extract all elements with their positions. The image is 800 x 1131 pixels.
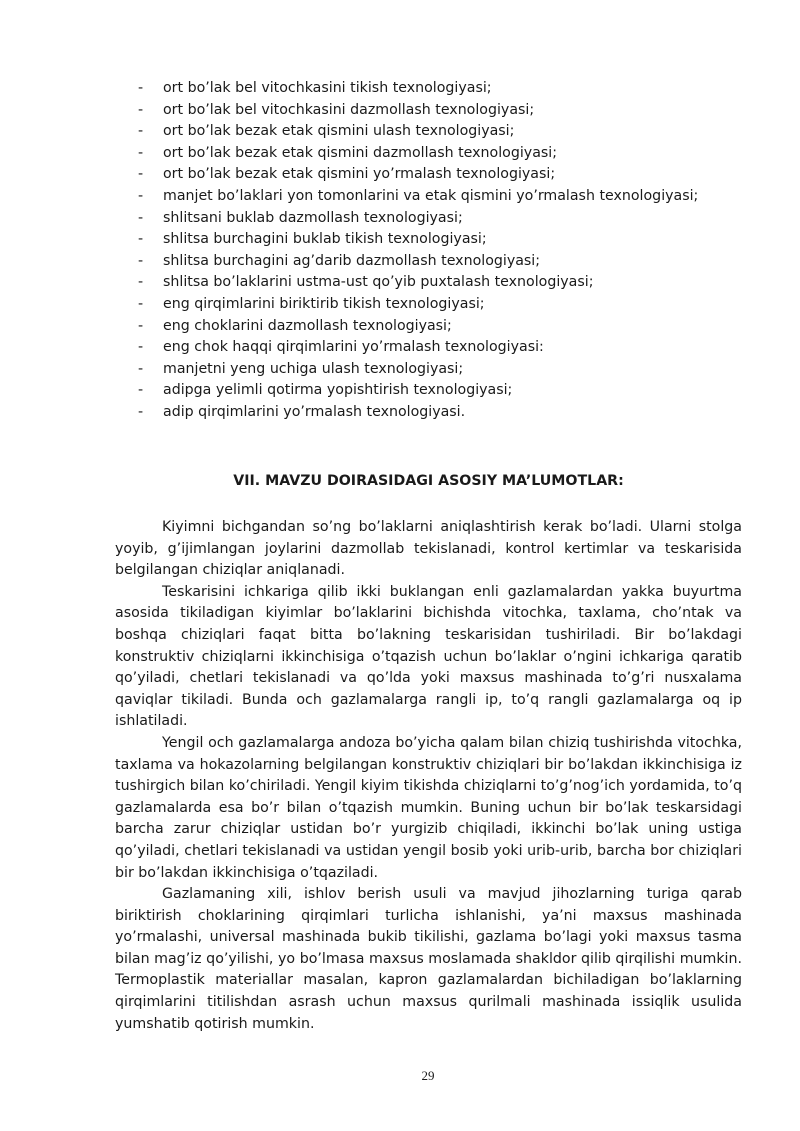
list-item [138, 208, 758, 230]
list-dash: - [138, 80, 144, 96]
list-item-text: ort bo’lak bezak etak qismini ulash texnologiyasi; [163, 123, 515, 140]
paragraph: Yengil och gazlamalarga andoza bo’yicha qalam bilan chiziq tushirishda vitochka, taxlama va hokazolarning belgilangan konstruktiv chiziqlari bir bo’lakdan ikkinchisiga iz tushirgich bilan ko’chiriladi. Yengil kiyim tikishda chiziqlarni to’g’nog’ich yordamida, to’q gazlamalarda esa bo’r bilan o’tqazish mumkin. Buning uchun bir bo’lak teskarsidagi barcha zarur chiziqlar ustidan bo’r yurgizib chiqiladi, ikkinchi bo’lak uning ustiga qo’yiladi, chetlari tekislanadi va ustidan yengil bosib yoki urib-urib, barcha bor chiziqlari bir bo’lakdan ikkinchisiga o’tqaziladi. [115, 734, 742, 881]
list-item-text: manjet bo’laklari yon tomonlarini va etak qismini yo’rmalash texnologiyasi; [163, 187, 699, 204]
list-item-text: ort bo’lak bel vitochkasini dazmollash texnologiyasi; [163, 101, 535, 118]
list-dash: - [138, 339, 144, 356]
list-item-text: ort bo’lak bezak etak qismini dazmollash texnologiyasi; [163, 144, 558, 161]
list-dash: - [138, 317, 144, 334]
list-item [138, 359, 758, 381]
list-item-text: ort bo’lak bel vitochkasini tikish texnologiyasi; [163, 80, 492, 96]
list-item [138, 402, 758, 424]
list-item-text: adip qirqimlarini yo’rmalash texnologiyasi. [163, 403, 466, 420]
list-item-text: adipga yelimli qotirma yopishtirish texnologiyasi; [163, 382, 513, 399]
list-item-text: manjetni yeng uchiga ulash texnologiyasi; [163, 360, 464, 377]
list-item-text: eng choklarini dazmollash texnologiyasi; [163, 317, 452, 334]
list-item [138, 100, 758, 122]
list-item-text: ort bo’lak bezak etak qismini yo’rmalash texnologiyasi; [163, 166, 556, 183]
technology-list [138, 78, 758, 424]
list-item [138, 229, 758, 251]
section-heading: VII. MAVZU DOIRASIDAGI ASOSIY MA’LUMOTLAR: [233, 473, 624, 489]
list-dash: - [138, 166, 144, 183]
list-item [138, 164, 758, 186]
list-item [138, 251, 758, 273]
list-dash: - [138, 123, 144, 140]
paragraph: Kiyimni bichgandan so’ng bo’laklarni aniqlashtirish kerak bo’ladi. Ularni stolga yoyib, g’ijimlangan joylarini dazmollab tekislanadi, kontrol kertimlar va teskarisida belgilangan chiziqlar aniqlanadi. [115, 519, 742, 579]
list-dash: - [138, 187, 144, 204]
list-item-text: shlitsa burchagini buklab tikish texnologiyasi; [163, 231, 487, 248]
list-item-text: eng qirqimlarini biriktirib tikish texnologiyasi; [163, 295, 485, 312]
list-item [138, 380, 758, 402]
list-dash: - [138, 274, 144, 291]
list-dash: - [138, 252, 144, 269]
list-item-text: shlitsa bo’laklarini ustma-ust qo’yib puxtalash texnologiyasi; [163, 274, 594, 291]
list-dash: - [138, 231, 144, 248]
list-item [138, 337, 758, 359]
list-item [138, 78, 758, 100]
list-item [138, 143, 758, 165]
list-dash: - [138, 209, 144, 226]
page-number: 29 [421, 1068, 435, 1083]
list-item [138, 272, 758, 294]
list-dash: - [138, 403, 144, 420]
list-dash: - [138, 360, 144, 377]
list-dash: - [138, 101, 144, 118]
list-item-text: shlitsa burchagini ag’darib dazmollash texnologiyasi; [163, 252, 541, 269]
list-item [138, 316, 758, 338]
list-item-text: eng chok haqqi qirqimlarini yo’rmalash texnologiyasi: [163, 339, 544, 356]
list-item [138, 186, 758, 208]
list-item [138, 121, 758, 143]
list-item-text: shlitsani buklab dazmollash texnologiyasi; [163, 209, 463, 226]
list-dash: - [138, 144, 144, 161]
paragraph: Teskarisini ichkariga qilib ikki buklangan enli gazlamalardan yakka buyurtma asosida tikiladigan kiyimlar bo’laklarini bichishda vitochka, taxlama, cho’ntak va boshqa chiziqlari faqat bitta bo’lakning teskarisidan tushiriladi. Bir bo’lakdagi konstruktiv chiziqlarni ikkinchisiga o’tqazish uchun bo’laklar o’ngini ichkariga qaratib qo’yiladi, chetlari tekislanadi va qo’lda yoki maxsus mashinada to’g’ri nusxalama qaviqlar tikiladi. Bunda och gazlamalarga rangli ip, to’q rangli gazlamalarga oq ip ishlatiladi. [115, 583, 742, 730]
paragraph: Gazlamaning xili, ishlov berish usuli va mavjud jihozlarning turiga qarab biriktirish choklarining qirqimlari turlicha ishlanishi, ya’ni maxsus mashinada yo’rmalashi, universal mashinada bukib tikilishi, gazlama bo’lagi yoki maxsus tasma bilan mag’iz qo’yilishi, yo bo’lmasa maxsus moslamada shakldor qilib qirqilishi mumkin. Termoplastik materiallar masalan, kapron gazlamalardan bichiladigan bo’laklarning qirqimlarini titilishdan asrash uchun maxsus qurilmali mashinada issiqlik usulida yumshatib qotirish mumkin. [115, 886, 742, 1032]
list-dash: - [138, 295, 144, 312]
body-text [115, 517, 742, 1035]
list-item [138, 294, 758, 316]
list-dash: - [138, 382, 144, 399]
